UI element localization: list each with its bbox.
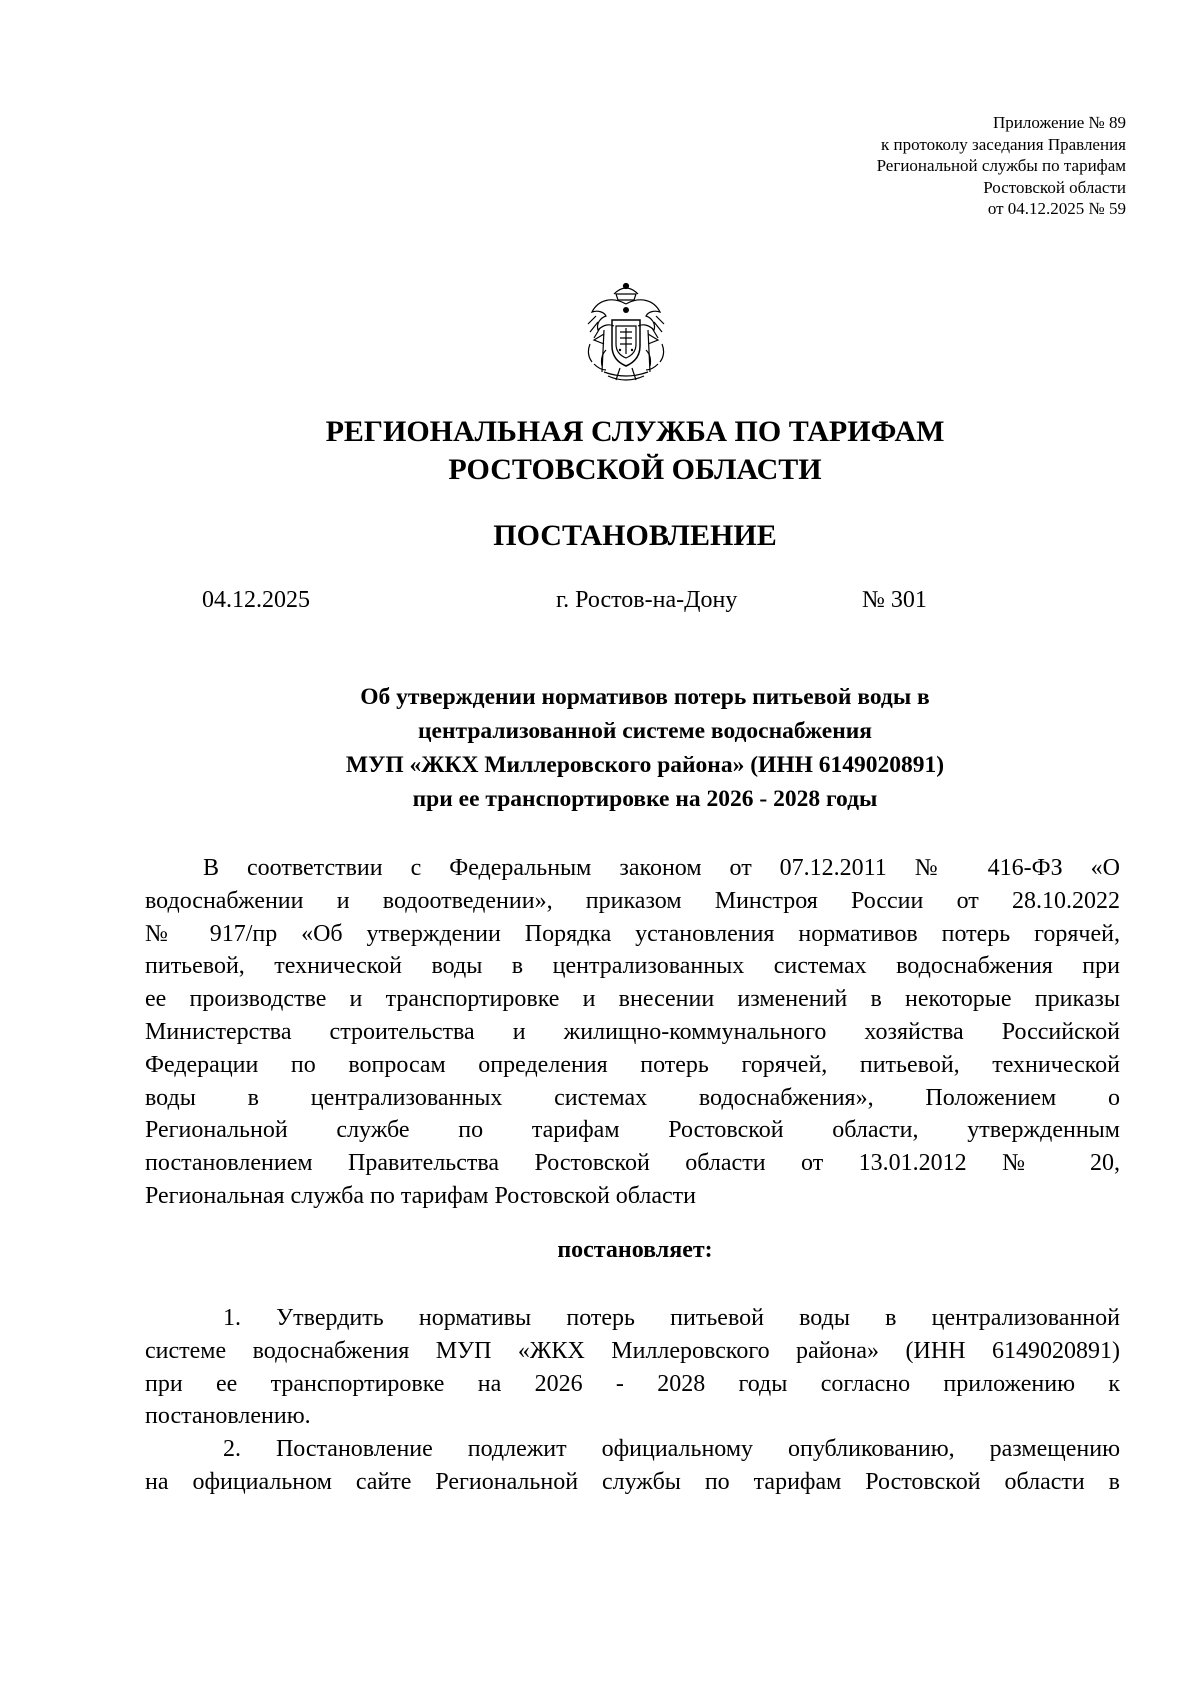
- appendix-line: Приложение № 89: [993, 113, 1126, 132]
- item-line: системе водоснабжения МУП «ЖКХ Миллеровского района» (ИНН 6149020891): [145, 1337, 1120, 1364]
- appendix-line: Региональной службы по тарифам: [876, 156, 1126, 175]
- subject-line: централизованной системе водоснабжения: [417, 718, 873, 744]
- decree-word: постановляет:: [557, 1237, 713, 1263]
- preamble-line: № 917/пр «Об утверждении Порядка установления нормативов потерь горячей,: [145, 920, 1120, 947]
- subject-line: МУП «ЖКХ Миллеровского района» (ИНН 6149020891): [345, 752, 945, 778]
- coat-of-arms-emblem: [576, 280, 676, 388]
- document-number: № 301: [862, 587, 927, 613]
- appendix-line: от 04.12.2025 № 59: [987, 199, 1126, 218]
- item-line: 2. Постановление подлежит официальному опубликованию, размещению: [223, 1436, 1120, 1463]
- item-line: при ее транспортировке на 2026 - 2028 годы согласно приложению к: [145, 1370, 1120, 1397]
- document-subject: [180, 680, 1110, 816]
- document-date: 04.12.2025: [202, 587, 310, 613]
- subject-line: Об утверждении нормативов потерь питьевой воды в: [360, 684, 930, 710]
- preamble-line: Региональная служба по тарифам Ростовской области: [145, 1182, 697, 1209]
- item-line: на официальном сайте Региональной службы по тарифам Ростовской области в: [145, 1468, 1120, 1495]
- agency-name-line: РЕГИОНАЛЬНАЯ СЛУЖБА ПО ТАРИФАМ: [325, 415, 945, 448]
- preamble-line: постановлением Правительства Ростовской области от 13.01.2012 № 20,: [145, 1150, 1120, 1177]
- item-line: 1. Утвердить нормативы потерь питьевой воды в централизованной: [223, 1305, 1120, 1331]
- agency-name-line: РОСТОВСКОЙ ОБЛАСТИ: [448, 453, 822, 486]
- document-type: ПОСТАНОВЛЕНИЕ: [493, 519, 777, 552]
- decree-items: [145, 1302, 1120, 1499]
- preamble-line: Министерства строительства и жилищно-коммунального хозяйства Российской: [145, 1018, 1120, 1045]
- subject-line: при ее транспортировке на 2026 - 2028 годы: [412, 786, 878, 812]
- appendix-reference: [877, 112, 1126, 220]
- appendix-line: к протоколу заседания Правления: [881, 134, 1126, 154]
- item-line: постановлению.: [145, 1403, 311, 1430]
- appendix-line: Ростовской области: [983, 177, 1126, 197]
- preamble-line: ее производстве и транспортировке и внесении изменений в некоторые приказы: [145, 986, 1120, 1013]
- preamble-line: Федерации по вопросам определения потерь горячей, питьевой, технической: [145, 1051, 1120, 1078]
- preamble-line: питьевой, технической воды в централизованных системах водоснабжения при: [145, 953, 1120, 980]
- agency-name: [0, 413, 1200, 489]
- preamble-line: В соответствии с Федеральным законом от 07.12.2011 № 416-ФЗ «О: [203, 855, 1120, 881]
- preamble-paragraph: [145, 852, 1120, 1213]
- preamble-line: водоснабжении и водоотведении», приказом Минстроя России от 28.10.2022: [145, 887, 1120, 914]
- document-city: г. Ростов-на-Дону: [556, 587, 738, 613]
- preamble-line: Региональной службе по тарифам Ростовской области, утвержденным: [145, 1117, 1120, 1144]
- preamble-line: воды в централизованных системах водоснабжения», Положением о: [145, 1084, 1120, 1111]
